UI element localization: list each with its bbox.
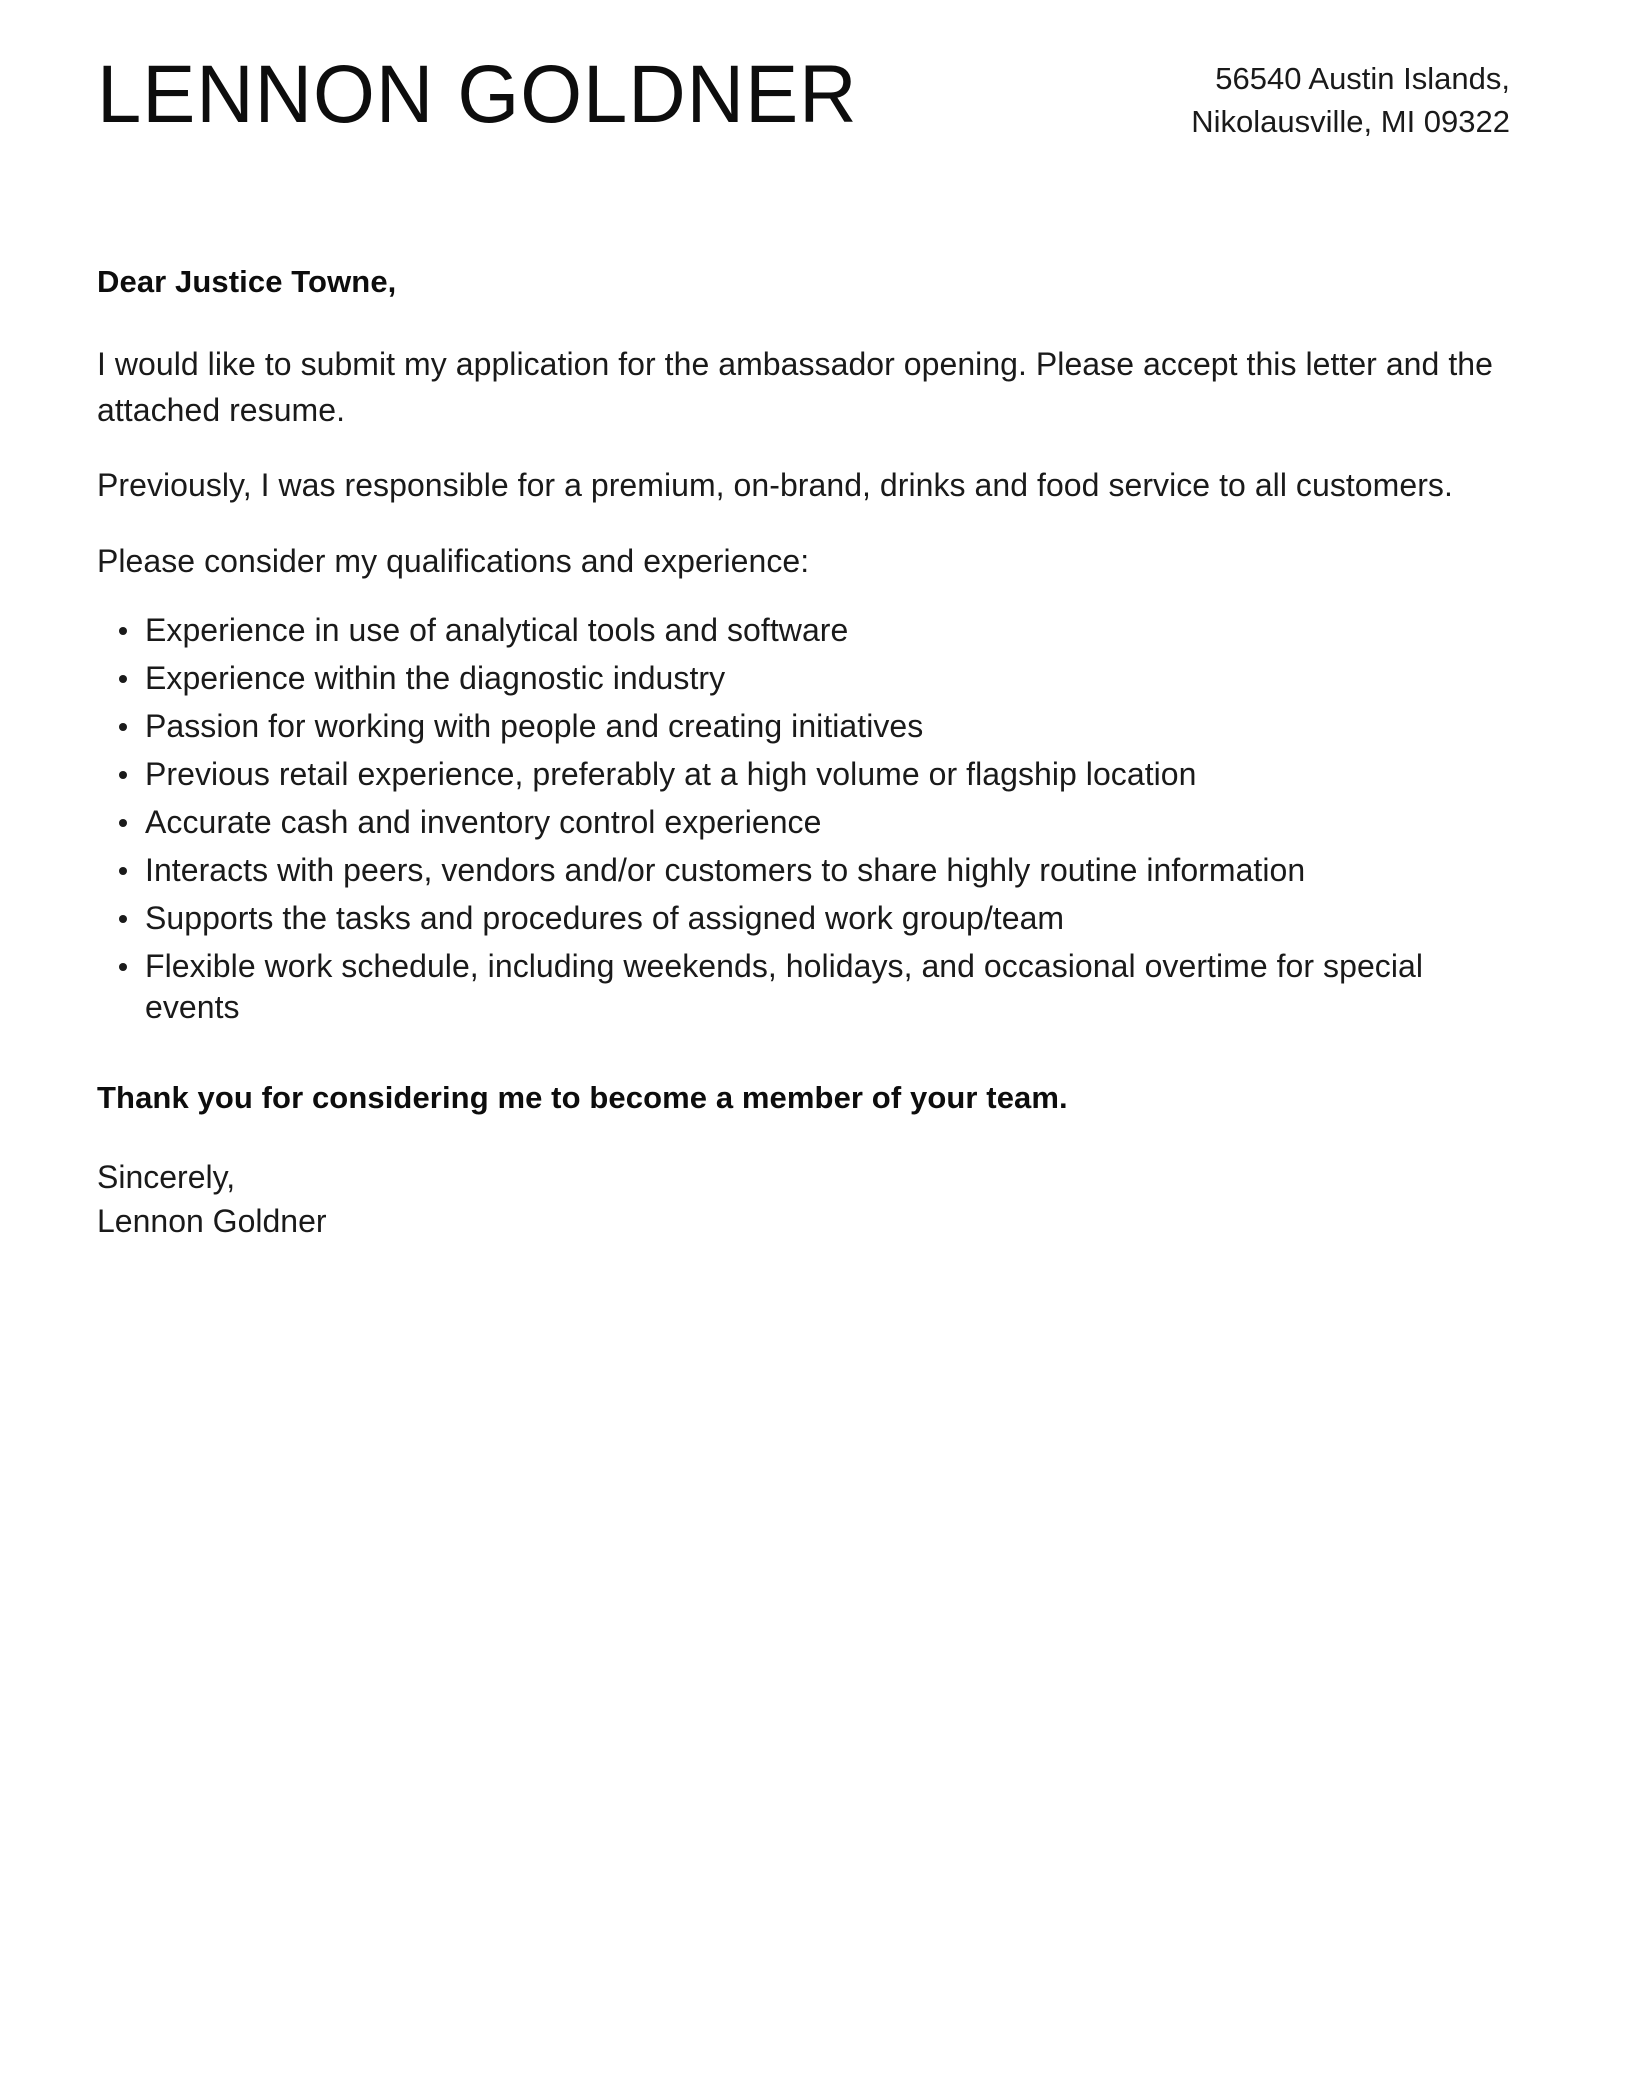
list-item: Previous retail experience, preferably at a high volume or flagship location xyxy=(97,754,1510,795)
list-item: Experience in use of analytical tools and software xyxy=(97,610,1510,651)
list-item: Accurate cash and inventory control experience xyxy=(97,802,1510,843)
list-item: Flexible work schedule, including weekends, holidays, and occasional overtime for special events xyxy=(97,946,1510,1028)
page-title: LENNON GOLDNER xyxy=(97,49,858,140)
sender-address-block xyxy=(1191,52,1510,144)
closing-statement: Thank you for considering me to become a member of your team. xyxy=(97,1079,1068,1115)
list-item: Interacts with peers, vendors and/or customers to share highly routine information xyxy=(97,850,1510,891)
body-paragraph-1: I would like to submit my application for the ambassador opening. Please accept this letter and the attached resume. xyxy=(97,346,1493,428)
salutation: Dear Justice Towne, xyxy=(97,264,397,299)
body-paragraph-2: Previously, I was responsible for a premium, on-brand, drinks and food service to all customers. xyxy=(97,467,1453,504)
address-line-1: 56540 Austin Islands, xyxy=(1215,61,1510,96)
address-line-2: Nikolausville, MI 09322 xyxy=(1191,103,1510,139)
list-item: Supports the tasks and procedures of assigned work group/team xyxy=(97,898,1510,939)
list-item: Passion for working with people and creating initiatives xyxy=(97,706,1510,747)
letter-header xyxy=(97,49,1510,144)
signature-block xyxy=(97,1156,1510,1244)
body-paragraph-3: Please consider my qualifications and experience: xyxy=(97,542,810,579)
list-item: Experience within the diagnostic industry xyxy=(97,658,1510,699)
qualifications-list xyxy=(97,610,1510,1028)
signature-name: Lennon Goldner xyxy=(97,1202,327,1239)
letter-body xyxy=(97,262,1510,1244)
signoff: Sincerely, xyxy=(97,1158,236,1195)
